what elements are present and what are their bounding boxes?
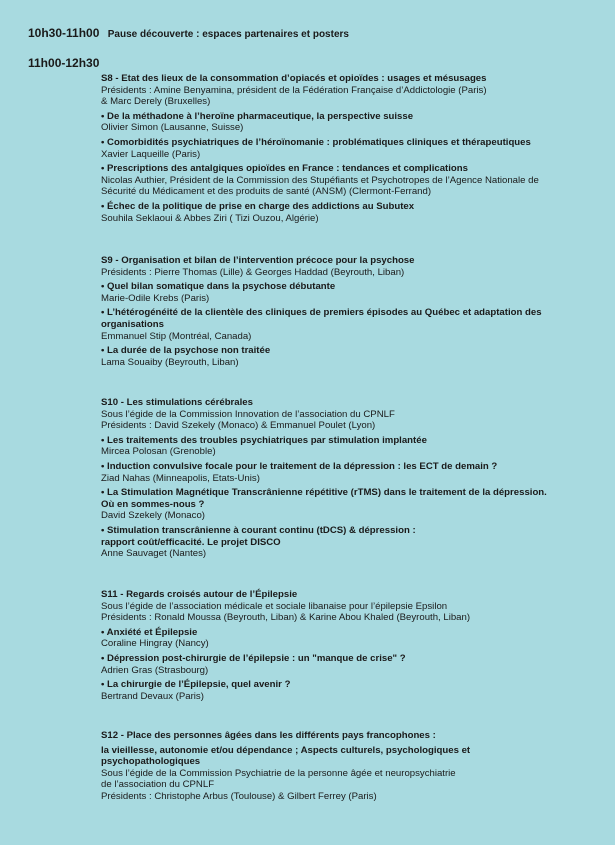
speaker-line: de l’association du CPNLF: [101, 779, 215, 791]
talk-title: • Stimulation transcrânienne à courant continu (tDCS) & dépression :: [101, 524, 416, 536]
session-title: S11 - Regards croisés autour de l’Épilepsie: [101, 589, 298, 600]
speaker-line: Présidents : Christophe Arbus (Toulouse) & Gilbert Ferrey (Paris): [101, 790, 377, 802]
speaker-line: Coraline Hingray (Nancy): [101, 638, 209, 650]
speaker-line: Sécurité du Médicament et des produits de santé (ANSM) (Clermont-Ferrand): [101, 186, 432, 198]
session-title: S8 - Etat des lieux de la consommation d’opiacés et opioïdes : usages et mésusages: [101, 73, 487, 84]
slot-time: 10h30-11h00: [28, 26, 100, 40]
speaker-line: Présidents : Amine Benyamina, président de la Fédération Française d’Addictologie (Paris): [101, 84, 487, 96]
speaker-line: Présidents : David Szekely (Monaco) & Emmanuel Poulet (Lyon): [101, 420, 376, 432]
speaker-line: Lama Souaiby (Beyrouth, Liban): [101, 356, 239, 368]
speaker-line: Anne Sauvaget (Nantes): [101, 548, 207, 560]
speaker-line: Présidents : Ronald Moussa (Beyrouth, Liban) & Karine Abou Khaled (Beyrouth, Liban): [101, 612, 471, 624]
speaker-line: Emmanuel Stip (Montréal, Canada): [101, 330, 252, 342]
speaker-line: Bertrand Devaux (Paris): [101, 690, 204, 702]
talk-title: organisations: [101, 318, 164, 330]
talk-title: • Dépression post-chirurgie de l’épilepsie : un "manque de crise" ?: [101, 652, 406, 664]
session-title: S12 - Place des personnes âgées dans les différents pays francophones :: [101, 730, 436, 741]
session-s11: [101, 589, 579, 702]
speaker-line: Olivier Simon (Lausanne, Suisse): [101, 122, 244, 134]
speaker-line: Adrien Gras (Strasbourg): [101, 664, 209, 676]
talk-title: • Quel bilan somatique dans la psychose débutante: [101, 281, 336, 293]
session-title: S9 - Organisation et bilan de l’intervention précoce pour la psychose: [101, 255, 415, 266]
talk-title: • L’hétérogénéité de la clientèle des cliniques de premiers épisodes au Québec et adaptation des: [101, 307, 542, 319]
time-slot-sessions: [28, 56, 104, 70]
session-s12: [101, 730, 579, 803]
talk-title: • Comorbidités psychiatriques de l’héroïnomanie : problématiques cliniques et thérapeutiques: [101, 136, 531, 148]
talk-title: • Induction convulsive focale pour le traitement de la dépression : les ECT de demain ?: [101, 460, 498, 472]
talk-title: • La Stimulation Magnétique Transcrânienne répétitive (rTMS) dans le traitement de la dépression.: [101, 487, 547, 499]
speaker-line: Nicolas Authier, Président de la Commission des Stupéfiants et Psychotropes de l’Agence Nationale de: [101, 174, 539, 186]
time-slot-break: [28, 26, 349, 40]
talk-title: • Les traitements des troubles psychiatriques par stimulation implantée: [101, 434, 427, 446]
talk-title: • Anxiété et Épilepsie: [101, 626, 198, 638]
speaker-line: Sous l’égide de la Commission Psychiatrie de la personne âgée et neuropsychiatrie: [101, 767, 456, 779]
talk-title: • De la méthadone à l’heroïne pharmaceutique, la perspective suisse: [101, 110, 414, 122]
talk-title: • Échec de la politique de prise en charge des addictions au Subutex: [101, 200, 415, 212]
slot-description: Pause découverte : espaces partenaires et posters: [107, 29, 349, 40]
talk-title: Où en sommes-nous ?: [101, 498, 205, 510]
talk-title: • La chirurgie de l’Épilepsie, quel avenir ?: [101, 679, 291, 691]
session-title: S10 - Les stimulations cérébrales: [101, 397, 253, 408]
speaker-line: Souhila Seklaoui & Abbes Ziri ( Tizi Ouzou, Algérie): [101, 212, 319, 224]
session-s9: [101, 255, 579, 368]
speaker-line: David Szekely (Monaco): [101, 510, 205, 522]
talk-title: • Prescriptions des antalgiques opioïdes en France : tendances et complications: [101, 163, 468, 175]
session-s10: [101, 397, 579, 560]
speaker-line: Sous l’égide de l’association médicale et sociale libanaise pour l’épilepsie Epsilon: [101, 600, 448, 612]
speaker-line: Sous l’égide de la Commission Innovation de l’association du CPNLF: [101, 408, 395, 420]
talk-title: • La durée de la psychose non traitée: [101, 345, 271, 357]
talk-title: la vieillesse, autonomie et/ou dépendance ; Aspects culturels, psychologiques et: [101, 744, 471, 756]
speaker-line: Mircea Polosan (Grenoble): [101, 446, 216, 458]
talk-title: rapport coût/efficacité. Le projet DISCO: [101, 536, 281, 548]
slot-time: 11h00-12h30: [28, 56, 100, 70]
session-s8: [101, 73, 579, 224]
speaker-line: Xavier Laqueille (Paris): [101, 148, 201, 160]
speaker-line: Présidents : Pierre Thomas (Lille) & Georges Haddad (Beyrouth, Liban): [101, 266, 405, 278]
talk-title: psychopathologiques: [101, 756, 201, 768]
speaker-line: Marie-Odile Krebs (Paris): [101, 292, 210, 304]
speaker-line: Ziad Nahas (Minneapolis, Etats-Unis): [101, 472, 260, 484]
speaker-line: & Marc Derely (Bruxelles): [101, 96, 211, 108]
